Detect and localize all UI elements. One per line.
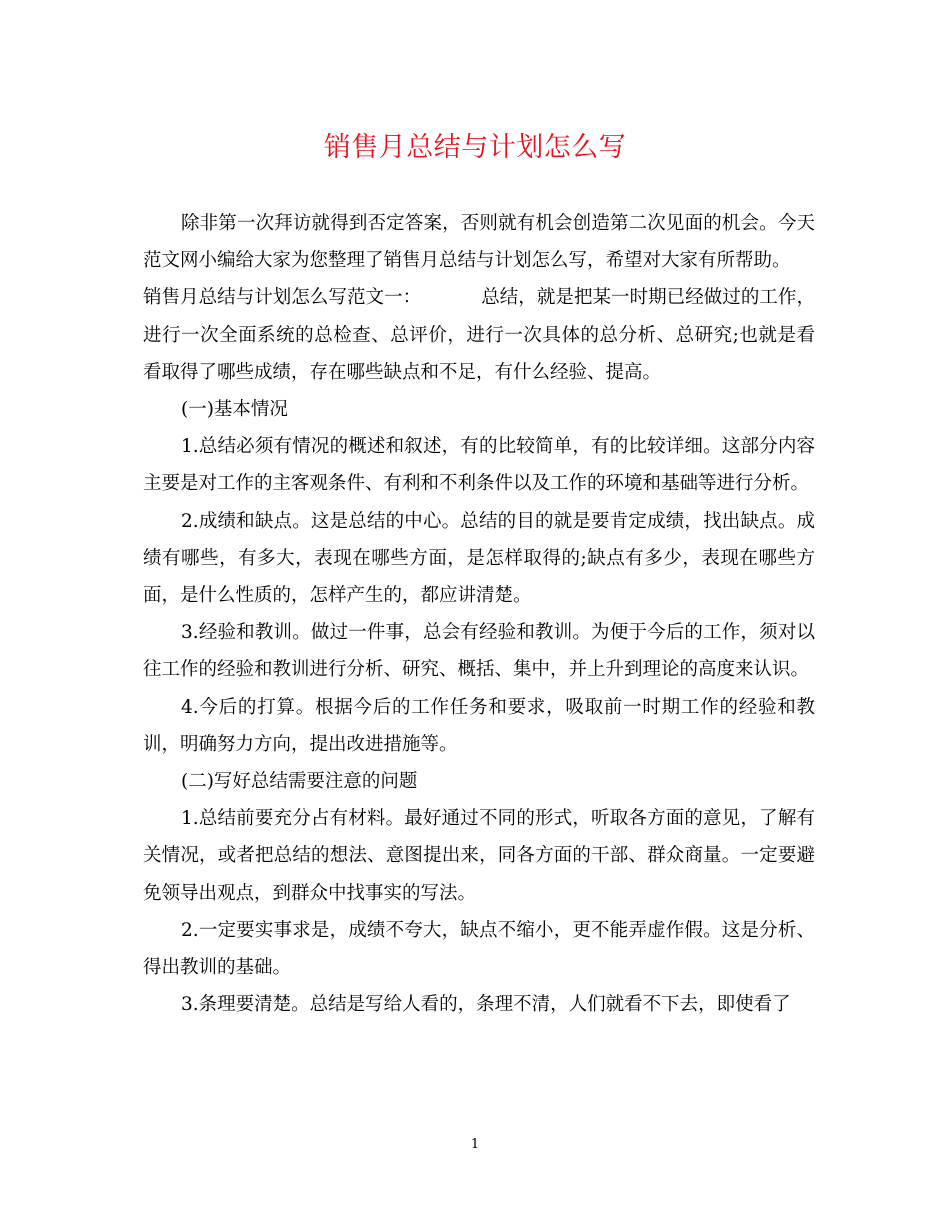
sample-lead-text: 总结，就是把某一时期已经做过的工作， xyxy=(481,287,815,309)
sample-heading: 销售月总结与计划怎么写范文一： xyxy=(143,287,422,309)
section-heading-issues: (二)写好总结需要注意的问题 xyxy=(181,771,418,793)
list-item: 3.经验和教训。做过一件事，总会有经验和教训。为便于今后的工作，须对以往工作的经验和教训进行分析、研究、概括、集中，并上升到理论的高度来认识。 xyxy=(143,622,815,681)
list-item: 3.条理要清楚。总结是写给人看的，条理不清，人们就看不下去，即使看了 xyxy=(181,994,791,1016)
list-item: 2.成绩和缺点。这是总结的中心。总结的目的就是要肯定成绩，找出缺点。成绩有哪些，有多大，表现在哪些方面，是怎样取得的;缺点有多少，表现在哪些方面，是什么性质的，怎样产生的，都应讲清楚。 xyxy=(143,510,815,607)
intro-paragraph: 除非第一次拜访就得到否定答案，否则就有机会创造第二次见面的机会。今天范文网小编给大家为您整理了销售月总结与计划怎么写，希望对大家有所帮助。 xyxy=(143,213,815,272)
page-number: 1 xyxy=(470,1137,480,1152)
sample-heading-paragraph xyxy=(143,279,815,391)
document-title: 销售月总结与计划怎么写 xyxy=(323,132,627,163)
list-item: 4.今后的打算。根据今后的工作任务和要求，吸取前一时期工作的经验和教训，明确努力方向，提出改进措施等。 xyxy=(143,696,815,755)
document-body xyxy=(143,205,815,1023)
sample-body-text: 进行一次全面系统的总检查、总评价，进行一次具体的总分析、总研究;也就是看看取得了哪些成绩，存在哪些缺点和不足，有什么经验、提高。 xyxy=(143,324,815,383)
list-item: 1.总结必须有情况的概述和叙述，有的比较简单，有的比较详细。这部分内容主要是对工作的主客观条件、有利和不利条件以及工作的环境和基础等进行分析。 xyxy=(143,436,815,495)
list-item: 2.一定要实事求是，成绩不夸大，缺点不缩小，更不能弄虚作假。这是分析、得出教训的基础。 xyxy=(143,919,815,979)
list-item: 1.总结前要充分占有材料。最好通过不同的形式，听取各方面的意见，了解有关情况，或者把总结的想法、意图提出来，同各方面的干部、群众商量。一定要避免领导出观点，到群众中找事实的写法。 xyxy=(143,808,815,904)
section-heading-basic: (一)基本情况 xyxy=(181,399,288,421)
